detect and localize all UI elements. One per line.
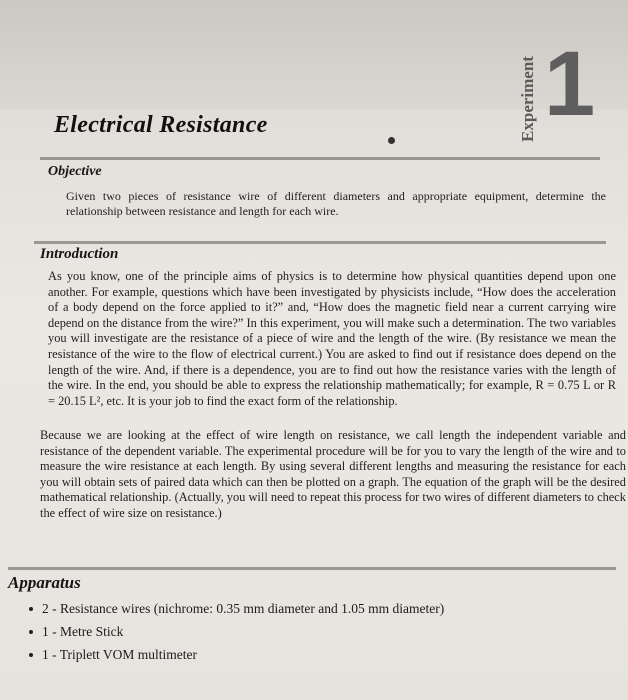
apparatus-item [24, 600, 444, 618]
apparatus-rule [8, 567, 616, 570]
apparatus-item-text: 2 - Resistance wires (nichrome: 0.35 mm diameter and 1.05 mm diameter) [42, 601, 445, 616]
apparatus-item-text: 1 - Metre Stick [42, 624, 124, 639]
bullet-dot [29, 607, 33, 611]
objective-heading: Objective [48, 164, 102, 179]
experiment-label [511, 58, 545, 140]
experiment-label-text: Experiment [518, 56, 537, 142]
ink-dot [388, 137, 395, 144]
experiment-number: 1 [544, 33, 596, 135]
objective-text: Given two pieces of resistance wire of different diameters and appropriate equipment, determine the relationship between resistance and length for each wire. [66, 189, 606, 218]
bullet-dot [29, 653, 33, 657]
objective-rule [40, 157, 600, 160]
apparatus-item [24, 623, 444, 641]
introduction-rule [34, 241, 606, 244]
introduction-paragraph-1: As you know, one of the principle aims of physics is to determine how physical quantities depend upon one another. For example, questions which have been investigated by physicists include, “How does the acceleration of a body depend on the force applied to it?” and, “How does the magnetic field near a current carrying wire depend on the distance from the wire?” In this experiment, you will make such a determination. The two variables you will investigate are the resistance of a piece of wire and the length of the wire. (By resistance we mean the resistance of the wire to the flow of electrical current.) You are asked to find out if resistance does depend on the length of the wire. And, if there is a dependence, you are to find out how the resistance varies with the length of the wire. In the end, you should be able to express the relationship mathematically; for example, R = 0.75 L or R = 20.15 L², etc. It is your job to find the exact form of the relationship. [48, 269, 616, 408]
page-title: Electrical Resistance [54, 112, 268, 138]
apparatus-item [24, 646, 444, 664]
apparatus-item-text: 1 - Triplett VOM multimeter [42, 647, 198, 662]
apparatus-list [24, 600, 444, 669]
apparatus-heading: Apparatus [8, 573, 81, 592]
bullet-dot [29, 630, 33, 634]
introduction-paragraph-2: Because we are looking at the effect of wire length on resistance, we call length the independent variable and resistance of the dependent variable. The experimental procedure will be for you to vary the length of the wire and to measure the wire resistance at each length. By using several different lengths and measuring the resistance for each you will obtain sets of paired data which can then be plotted on a graph. The equation of the graph will be the desired mathematical relationship. (Actually, you will need to repeat this process for two wires of different diameters to check the effect of wire size on resistance.) [40, 428, 626, 520]
introduction-heading: Introduction [40, 246, 119, 262]
